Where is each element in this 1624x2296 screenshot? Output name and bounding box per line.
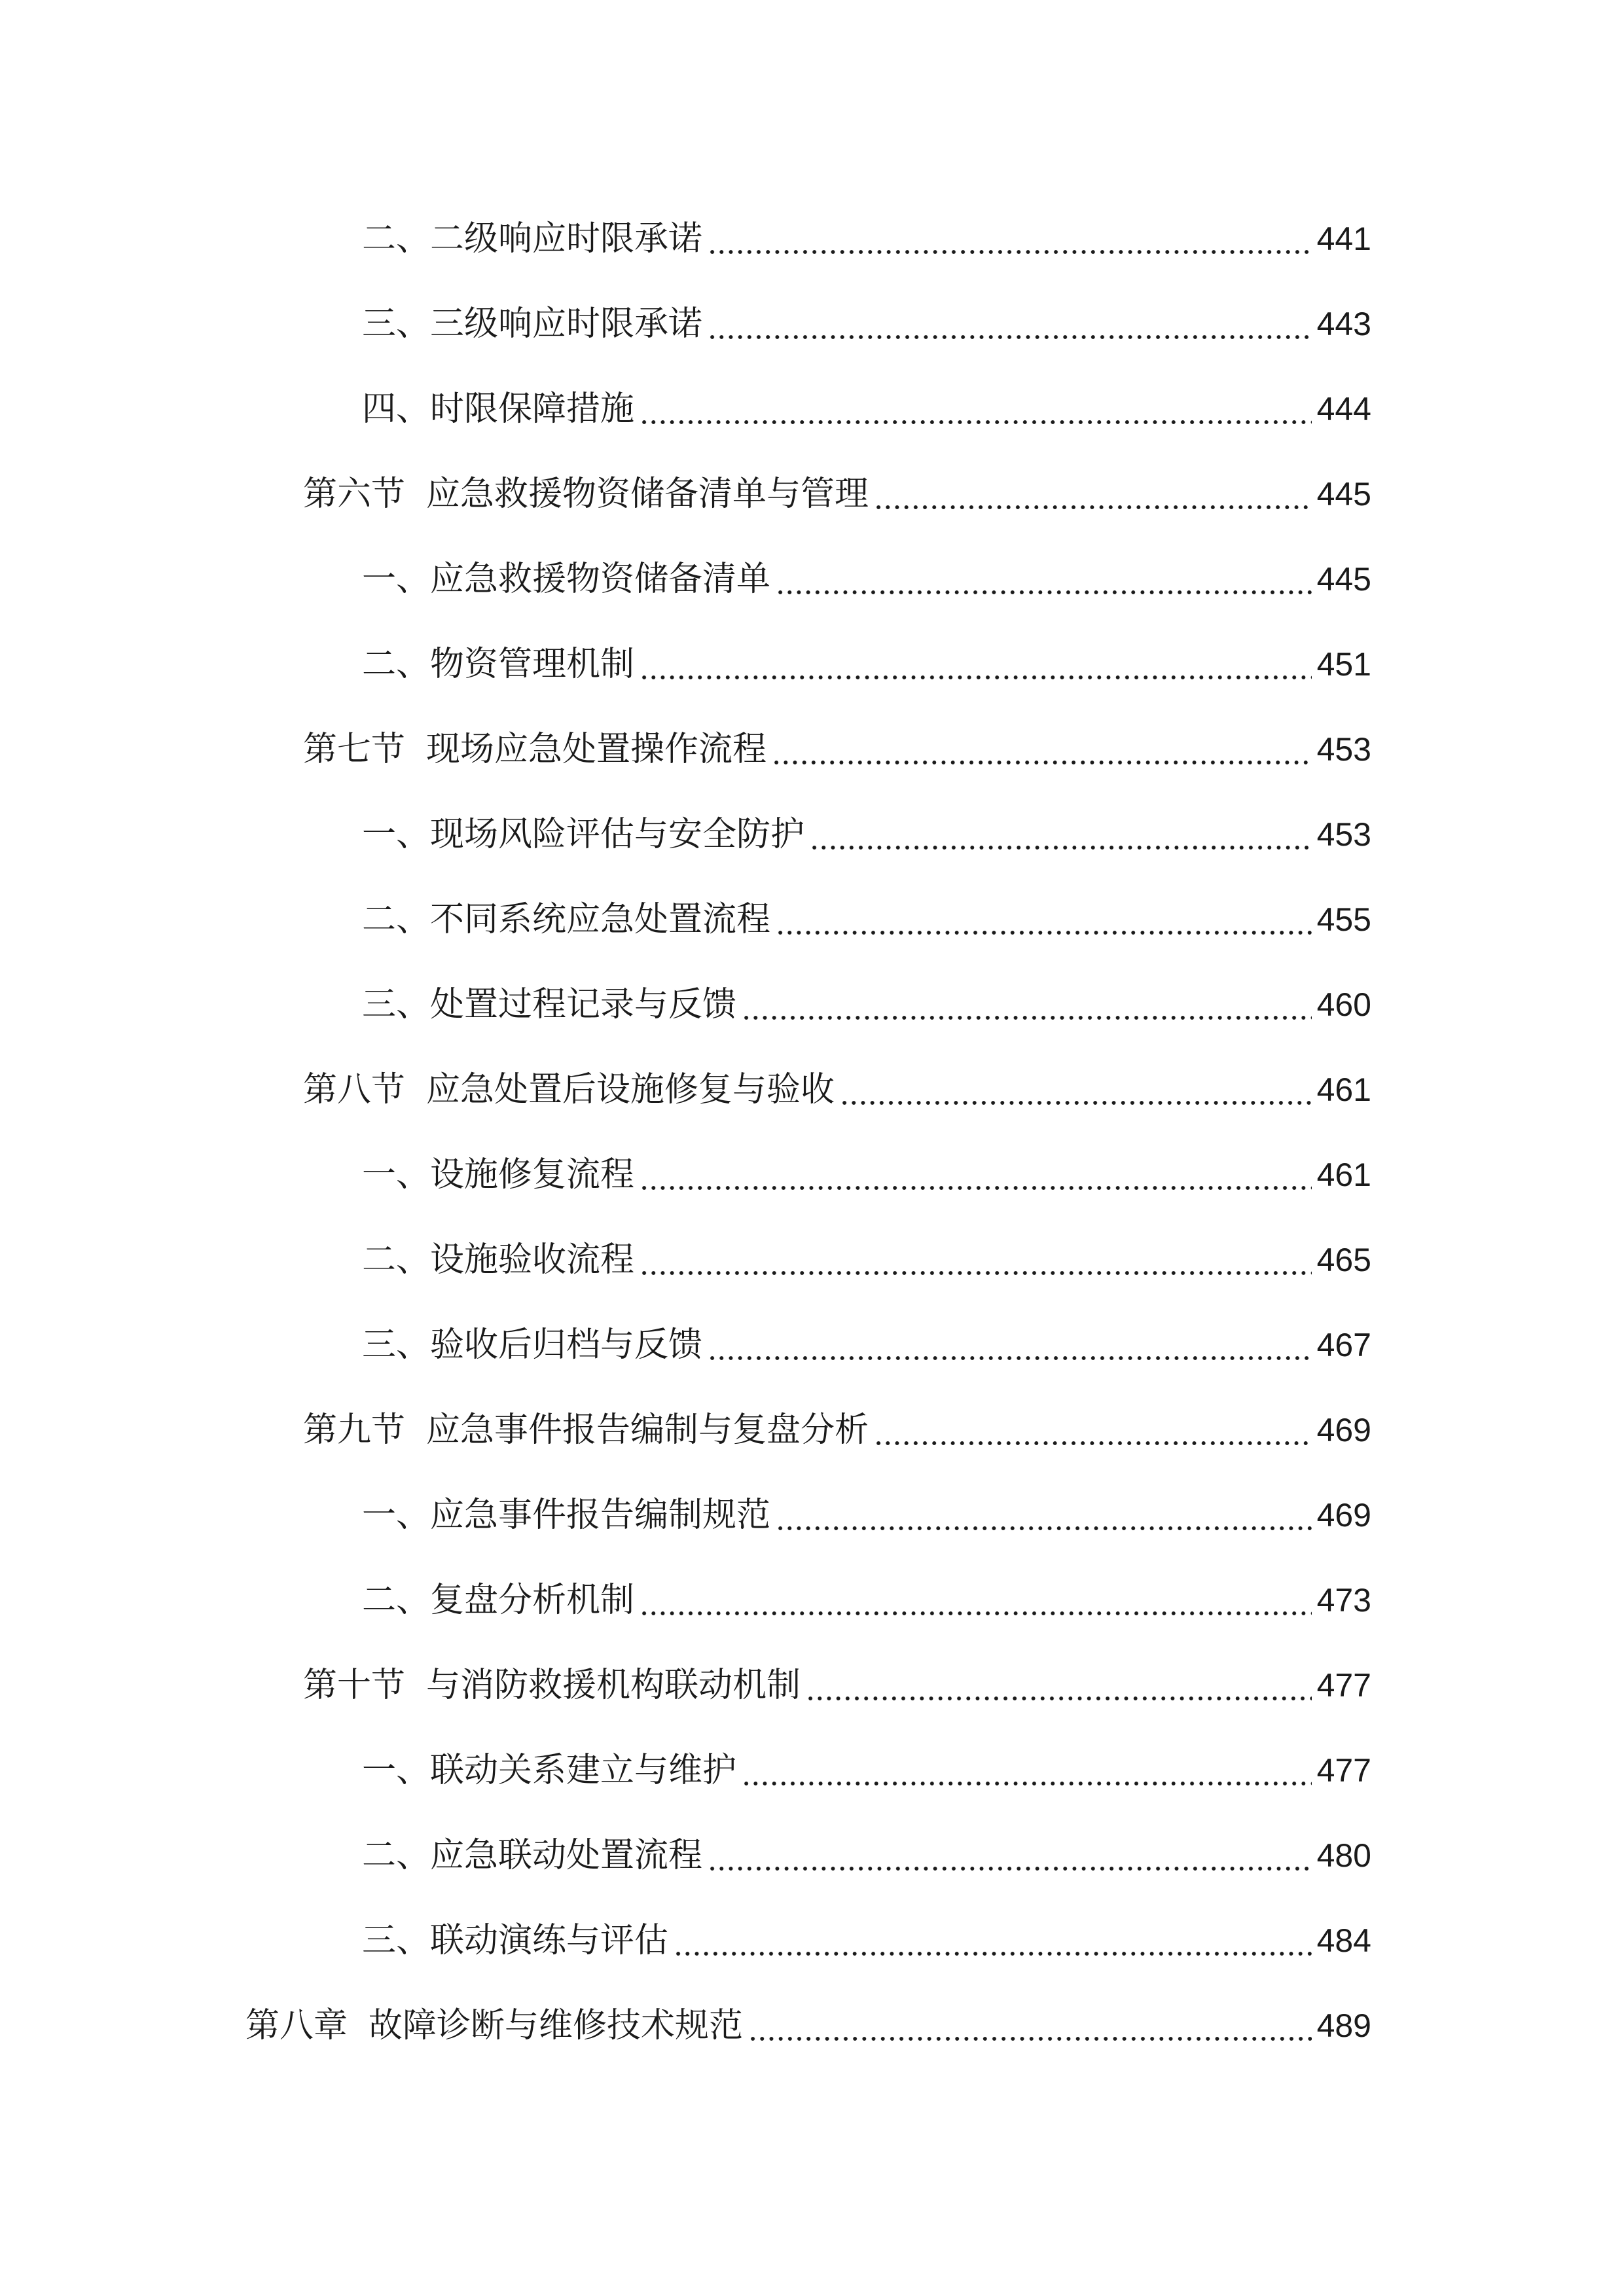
toc-entry-number: 第六节 [303, 475, 406, 514]
dot-leader [776, 1479, 1312, 1551]
dot-leader [772, 713, 1312, 785]
toc-entry-title: 三、验收后归档与反馈 [362, 1325, 703, 1365]
toc-entry-chapter[interactable] [245, 1990, 1371, 2062]
toc-entry-page: 484 [1316, 1922, 1371, 1959]
toc-entry[interactable] [362, 1905, 1371, 1977]
toc-entry-title: 二、物资管理机制 [362, 645, 635, 684]
toc-entry-page: 467 [1316, 1327, 1371, 1363]
dot-leader [640, 628, 1312, 700]
dot-leader [708, 288, 1312, 360]
toc-entry-page: 489 [1316, 2007, 1371, 2044]
dot-leader [708, 1820, 1312, 1892]
toc-entry-page: 480 [1316, 1837, 1371, 1874]
toc-entry-title: 二、复盘分析机制 [362, 1581, 635, 1620]
toc-entry-number: 第九节 [303, 1410, 406, 1450]
toc-entry-section[interactable] [303, 1394, 1371, 1466]
toc-entry-title: 与消防救援机构联动机制 [426, 1666, 801, 1705]
dot-leader [776, 543, 1312, 615]
toc-entry-title: 三、三级响应时限承诺 [362, 304, 703, 344]
toc-entry-page: 445 [1316, 476, 1371, 512]
toc-entry-page: 461 [1316, 1071, 1371, 1108]
toc-entry[interactable] [362, 543, 1371, 615]
toc-entry[interactable] [362, 203, 1371, 275]
toc-entry-page: 465 [1316, 1242, 1371, 1278]
toc-entry-page: 444 [1316, 391, 1371, 427]
toc-entry-page: 461 [1316, 1157, 1371, 1193]
toc-entry-page: 460 [1316, 986, 1371, 1023]
dot-leader [674, 1905, 1312, 1977]
toc-entry-section[interactable] [303, 1649, 1371, 1721]
toc-entry[interactable] [362, 1479, 1371, 1551]
toc-entry-title: 四、时限保障措施 [362, 389, 635, 429]
dot-leader [742, 1734, 1312, 1806]
dot-leader [742, 969, 1312, 1041]
toc-entry-page: 445 [1316, 561, 1371, 598]
toc-entry-title: 故障诊断与维修技术规范 [369, 2006, 744, 2045]
toc-entry-section[interactable] [303, 458, 1371, 530]
toc-entry-title: 二、二级响应时限承诺 [362, 219, 703, 259]
toc-entry-title: 一、设施修复流程 [362, 1155, 635, 1194]
dot-leader [708, 1309, 1312, 1381]
toc-entry-page: 453 [1316, 731, 1371, 768]
toc-entry-section[interactable] [303, 713, 1371, 785]
dot-leader [776, 884, 1312, 956]
toc-entry-title: 一、联动关系建立与维护 [362, 1751, 737, 1790]
dot-leader [874, 1394, 1312, 1466]
toc-entry-page: 469 [1316, 1412, 1371, 1448]
toc-entry[interactable] [362, 1820, 1371, 1892]
toc-entry-title: 一、应急事件报告编制规范 [362, 1496, 771, 1535]
toc-entry[interactable] [362, 1139, 1371, 1211]
toc-entry-title: 三、处置过程记录与反馈 [362, 985, 737, 1024]
toc-entry-page: 473 [1316, 1582, 1371, 1619]
toc-entry-page: 453 [1316, 816, 1371, 853]
toc-entry-number: 第八节 [303, 1070, 406, 1109]
toc-entry-title: 三、联动演练与评估 [362, 1921, 669, 1960]
toc-entry-page: 477 [1316, 1752, 1371, 1789]
toc-entry[interactable] [362, 1224, 1371, 1296]
toc-entry[interactable] [362, 373, 1371, 445]
toc-entry-page: 455 [1316, 901, 1371, 938]
toc-entry-title: 应急事件报告编制与复盘分析 [426, 1410, 869, 1450]
toc-entry[interactable] [362, 884, 1371, 956]
toc-entry-page: 443 [1316, 306, 1371, 342]
toc-entry-page: 451 [1316, 646, 1371, 683]
toc-entry[interactable] [362, 798, 1371, 870]
dot-leader [640, 1139, 1312, 1211]
toc-entry[interactable] [362, 628, 1371, 700]
toc-entry-title: 一、应急救援物资储备清单 [362, 560, 771, 599]
toc-entry[interactable] [362, 1734, 1371, 1806]
dot-leader [810, 798, 1312, 870]
dot-leader [640, 1564, 1312, 1636]
dot-leader [806, 1649, 1312, 1721]
dot-leader [640, 1224, 1312, 1296]
toc-entry[interactable] [362, 1309, 1371, 1381]
dot-leader [874, 458, 1312, 530]
dot-leader [708, 203, 1312, 275]
toc-entry-title: 应急处置后设施修复与验收 [426, 1070, 835, 1109]
toc-entry-number: 第七节 [303, 730, 406, 769]
toc-entry[interactable] [362, 288, 1371, 360]
toc-entry-title: 现场应急处置操作流程 [426, 730, 767, 769]
toc-entry-title: 应急救援物资储备清单与管理 [426, 475, 869, 514]
toc-entry[interactable] [362, 969, 1371, 1041]
toc-entry-title: 二、不同系统应急处置流程 [362, 900, 771, 939]
dot-leader [840, 1054, 1312, 1126]
toc-entry-title: 二、应急联动处置流程 [362, 1836, 703, 1875]
toc-entry-page: 477 [1316, 1667, 1371, 1704]
toc-entry-title: 一、现场风险评估与安全防护 [362, 815, 805, 854]
toc-entry[interactable] [362, 1564, 1371, 1636]
toc-entry-number: 第十节 [303, 1666, 406, 1705]
toc-entry-page: 469 [1316, 1497, 1371, 1534]
dot-leader [640, 373, 1312, 445]
toc-entry-title: 二、设施验收流程 [362, 1240, 635, 1280]
toc-entry-number: 第八章 [245, 2006, 348, 2045]
toc-entry-page: 441 [1316, 221, 1371, 257]
toc-entry-section[interactable] [303, 1054, 1371, 1126]
dot-leader [748, 1990, 1312, 2062]
